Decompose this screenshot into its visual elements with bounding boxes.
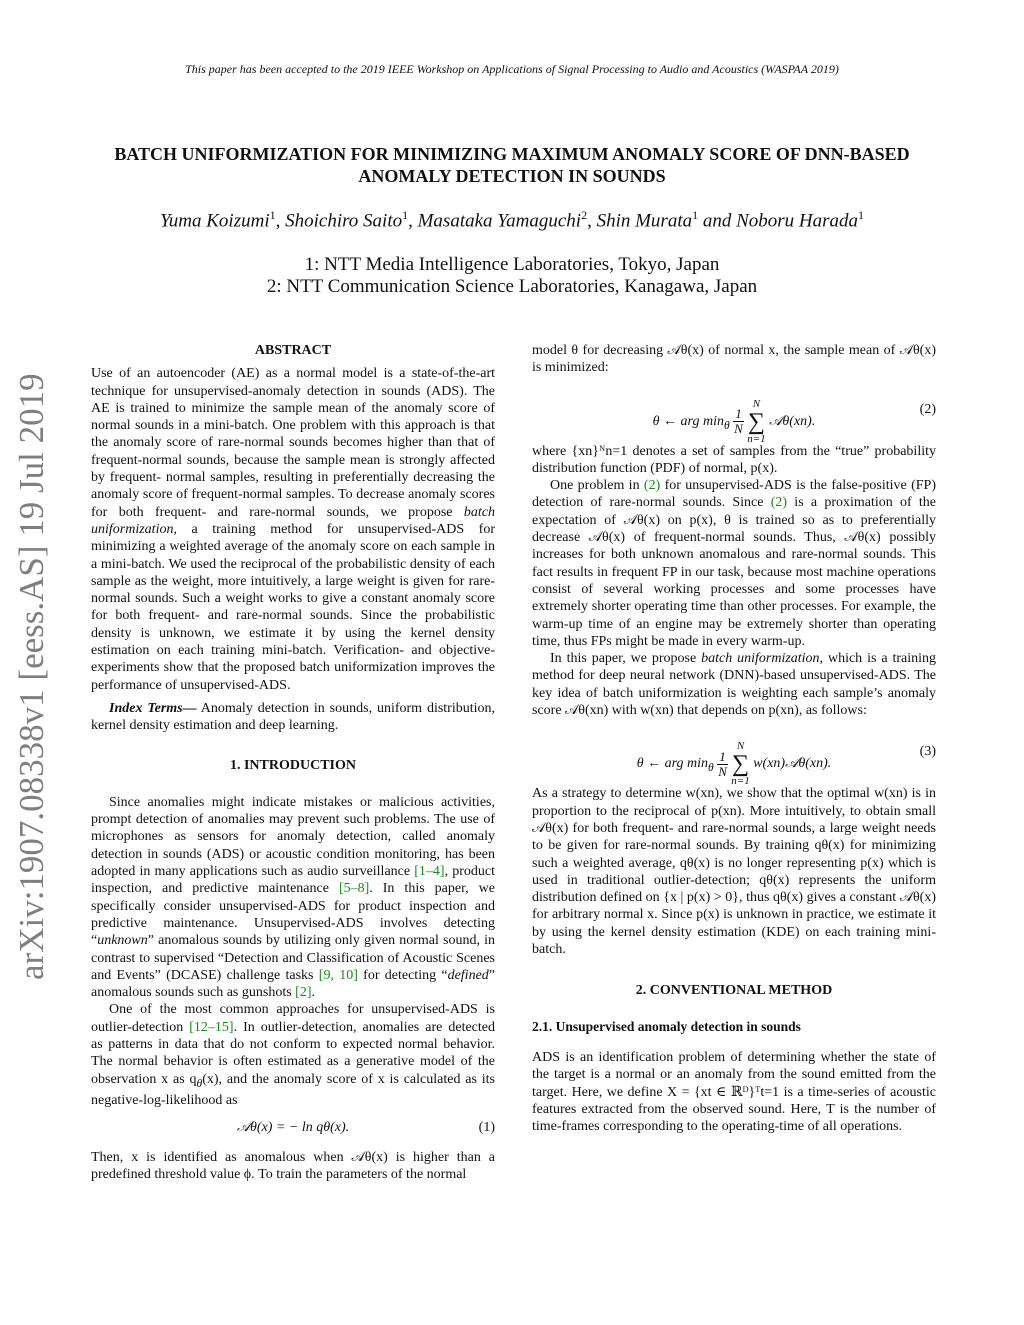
affiliation-mark: 1 (858, 208, 865, 222)
intro-paragraph-2: One of the most common approaches for unsupervised-ADS is outlier-detection [12–15]. In outlier-detection, anomalies are detected as patterns in data that do not conform to expected normal behavior. The normal behavior is often estimated as a generative model of the observation x as $q_\theta(x)$, and the anomaly score of x is calculated as its negative-log-likelihood as (91, 1002, 495, 1108)
sum-upper: N (736, 740, 745, 753)
sum-lower: n=1 (747, 432, 766, 445)
eq-denominator: N (718, 763, 727, 779)
intro-heading: 1. INTRODUCTION (229, 757, 356, 773)
author-separator: and (698, 210, 737, 232)
text: One of the most common approaches for unsupervised-ADS is outlier-detection (91, 1002, 495, 1035)
eq-numerator: 1 (735, 406, 742, 422)
equation-3-number: (3) (919, 744, 936, 760)
equation-2-body (532, 399, 936, 445)
affiliation-1: 1: NTT Media Intelligence Laboratories, Tokyo, Japan (304, 254, 720, 275)
intro-paragraph-1 (91, 794, 495, 1002)
equation-3 (532, 719, 936, 788)
text: (x), and the anomaly score of x is calculated as its negative-log-likelihood as (91, 1071, 495, 1108)
text: ” anomalous sounds such as gunshots (91, 967, 496, 1001)
eq-rhs: w(xn)𝒜θ(xn). (753, 756, 832, 772)
citation-link[interactable]: [9, 10] (318, 967, 358, 983)
author-name: Shin Murata (596, 210, 693, 232)
emphasis: defined (447, 967, 489, 983)
right-paragraph-4 (532, 650, 936, 719)
text: is a proximation of the expectation of 𝒜θ(x) on p(x), θ is trained so as to preferentially decrease 𝒜θ(x) of frequent-normal sounds. Thus, 𝒜θ(x) possibly increases for both unknown anomalous and rare-normal sounds. This fact results in frequent FP in our task, because most machine operations consist of several working processes and some processes have extremely shorter operating time than other processes. For example, the warm-up time of an engine may be extremely shorter than operating time, thus FPs might be made in every warm-up. (532, 495, 936, 649)
eq-sum: N ∑ n=1 (747, 397, 766, 445)
citation-link[interactable]: [1–4] (414, 864, 445, 880)
eq-subscript: θ (708, 761, 714, 775)
eq-sum: N ∑ n=1 (731, 740, 750, 788)
right-paragraph-3 (532, 477, 936, 650)
eq-rhs: 𝒜θ(xn). (769, 413, 816, 429)
text: for detecting “ (357, 967, 448, 983)
author-separator: , (587, 210, 597, 232)
arxiv-stamp: arXiv:1907.08338v1 [eess.AS] 19 Jul 2019 (12, 373, 51, 980)
section-2-heading: 2. CONVENTIONAL METHOD (635, 983, 833, 999)
header-note: This paper has been accepted to the 2019 IEEE Workshop on Applications of Signal Processing to Audio and Acoustics (WASPAA 2019) (185, 62, 839, 76)
text: . In this paper, we specifically consider unsupervised-ADS for product inspection and predictive maintenance. Unsupervised-ADS involves detecting “ (91, 881, 495, 949)
equation-2-number: (2) (919, 401, 936, 417)
eq-numerator: 1 (719, 748, 726, 764)
citation-link[interactable]: [2] (295, 985, 312, 1001)
text: ” anomalous sounds by utilizing only given normal sound, in contrast to supervised “Detection and Classification of Acoustic Scenes and Events” (DCASE) challenge tasks (91, 933, 495, 983)
text: for unsupervised-ADS is the false-positive (FP) detection of rare-normal sounds. Since (532, 478, 936, 511)
eq-argmin: θ ← arg min (652, 413, 724, 429)
equation-1-body: 𝒜θ(x) = − ln qθ(x). (236, 1119, 350, 1135)
index-terms (91, 700, 495, 735)
equation-ref-link[interactable]: (2) (770, 495, 788, 511)
affiliation-2: 2: NTT Communication Science Laboratories, Kanagawa, Japan (266, 276, 758, 297)
abstract-text-part: , a training method for unsupervised-ADS for minimizing a weighted average of the anomaly score on each sample in a mini-batch. We used the reciprocal of the probabilistic density of each sample as the weight, more intuitively, a large weight is given for rare-normal sounds. Such a weight works to give a constant anomaly score for both frequent- and rare-normal sounds. Since the probabilistic density is unknown, we estimate it by using the kernel density estimation on each training mini-batch. Verification- and objective-experiments show that the proposed batch uniformization improves the performance of unsupervised-ADS. (91, 521, 495, 693)
abstract-text (91, 365, 495, 694)
equation-2 (532, 377, 936, 443)
author-separator: , (275, 210, 286, 232)
equation-1-number: (1) (478, 1119, 495, 1135)
text: . (311, 985, 315, 1001)
eq-fraction (733, 407, 744, 436)
author-name: Shoichiro Saito (285, 210, 403, 232)
abstract-text-part: Use of an autoencoder (AE) as a normal model is a state-of-the-art technique for unsupervised-anomaly detection in sounds (ADS). The AE is trained to minimize the sample mean of the anomaly score of normal sounds in a mini-batch. One problem with this approach is that the anomaly score of rare-normal sounds becomes higher than that of frequent-normal sounds, because the sample mean is strongly affected by frequent- normal samples, resulting in preferentially decreasing the anomaly score of frequent-normal samples. To decrease anomaly scores for both frequent- and rare-normal sounds, we propose (91, 366, 495, 520)
intro-paragraph-3: Then, x is identified as anomalous when 𝒜θ(x) is higher than a predefined threshold value ϕ. To train the parameters of the normal (91, 1149, 495, 1183)
emphasis: batch uniformization (701, 651, 820, 667)
eq-argmin: θ ← arg min (636, 756, 709, 772)
eq-denominator: N (734, 421, 743, 437)
author-separator: , (408, 210, 418, 232)
author-name: Noboru Harada (736, 210, 859, 232)
text: Since anomalies might indicate mistakes or malicious activities, prompt detection of anomalies may prevent such problems. The use of microphones as sensors for anomaly detection, called anomaly detection in sounds (ADS) or acoustic condition monitoring, has been adopted in many applications such as audio surveillance (91, 794, 495, 880)
text: In this paper, we propose (550, 651, 702, 667)
index-terms-text: Anomaly detection in sounds, uniform distribution, kernel density estimation and deep learning. (91, 700, 496, 734)
equation-ref-link[interactable]: (2) (643, 478, 661, 494)
citation-link[interactable]: [5–8] (338, 881, 370, 897)
author-name: Yuma Koizumi (159, 210, 270, 232)
affiliation-mark: 1 (692, 208, 699, 222)
text: , product inspection, and predictive maintenance (91, 864, 495, 897)
abstract-emphasis: batch uniformization (91, 504, 495, 537)
index-terms-label: Index Terms— (109, 700, 197, 716)
right-column (532, 342, 936, 1135)
eq-subscript: θ (723, 418, 730, 432)
right-paragraph-1: model θ for decreasing 𝒜θ(x) of normal x, the sample mean of 𝒜θ(x) is minimized: (532, 343, 936, 376)
affiliation-mark: 1 (269, 208, 276, 222)
eq-fraction (717, 750, 728, 779)
abstract-heading: ABSTRACT (254, 343, 332, 358)
emphasis: unknown (97, 933, 148, 949)
author-list (0, 208, 1024, 232)
right-paragraph-5: As a strategy to determine w(xn), we show that the optimal w(xn) is in proportion to the reciprocal of p(xn). More intuitively, to obtain small 𝒜θ(x) for both frequent- and rare-normal sounds, a large weight needs to be given for rare-normal sounds. By training qθ(x) for minimizing such a weighted average, qθ(x) is no longer representing p(x) which is used in traditional outlier-detection; qθ(x) represents the uniform distribution defined on {x | p(x) > 0}, thus qθ(x) gives a constant 𝒜θ(x) for arbitrary normal x. Since p(x) is unknown in practice, we estimate it by using the kernel density estimation (KDE) on each training mini-batch. (532, 786, 936, 958)
text: One problem in (550, 478, 644, 494)
right-paragraph-6: ADS is an identification problem of determining whether the state of the target is a normal or an anomaly from the sound emitted from the target. Here, we define X = {xt ∈ ℝᴰ}ᵀt=1 is a time-series of acoustic features extracted from the observed sound. Here, T is the number of time-frames corresponding to the operating-time of all operations. (532, 1049, 936, 1135)
text: . In outlier-detection, anomalies are detected as patterns in data that do not conform to expected normal behavior. The normal behavior is often estimated as a generative model of the observation x as q (91, 1019, 495, 1087)
citation-link[interactable]: [12–15] (189, 1019, 234, 1035)
right-paragraph-2: where {xn}ᴺn=1 denotes a set of samples from the “true” probability distribution function (PDF) of normal, p(x). (532, 443, 936, 476)
affiliation-mark: 1 (402, 208, 409, 222)
sum-lower: n=1 (731, 775, 750, 788)
sum-upper: N (752, 397, 761, 410)
left-column (91, 342, 495, 1184)
equation-1 (91, 1109, 495, 1149)
paper-title: BATCH UNIFORMIZATION FOR MINIMIZING MAXIMUM ANOMALY SCORE OF DNN-BASED ANOMALY DETECTION IN SOUNDS (114, 144, 910, 186)
author-name: Masataka Yamaguchi (417, 210, 582, 232)
affiliation-mark: 2 (581, 208, 588, 222)
text: , which is a training method for deep neural network (DNN)-based unsupervised-ADS. The key idea of batch uniformization is weighting each sample’s anomaly score 𝒜θ(xn) with w(xn) that depends on p(xn), as follows: (532, 651, 936, 719)
equation-3-body (532, 741, 936, 787)
subsection-2-1-heading: 2.1. Unsupervised anomaly detection in sounds (532, 1018, 801, 1034)
